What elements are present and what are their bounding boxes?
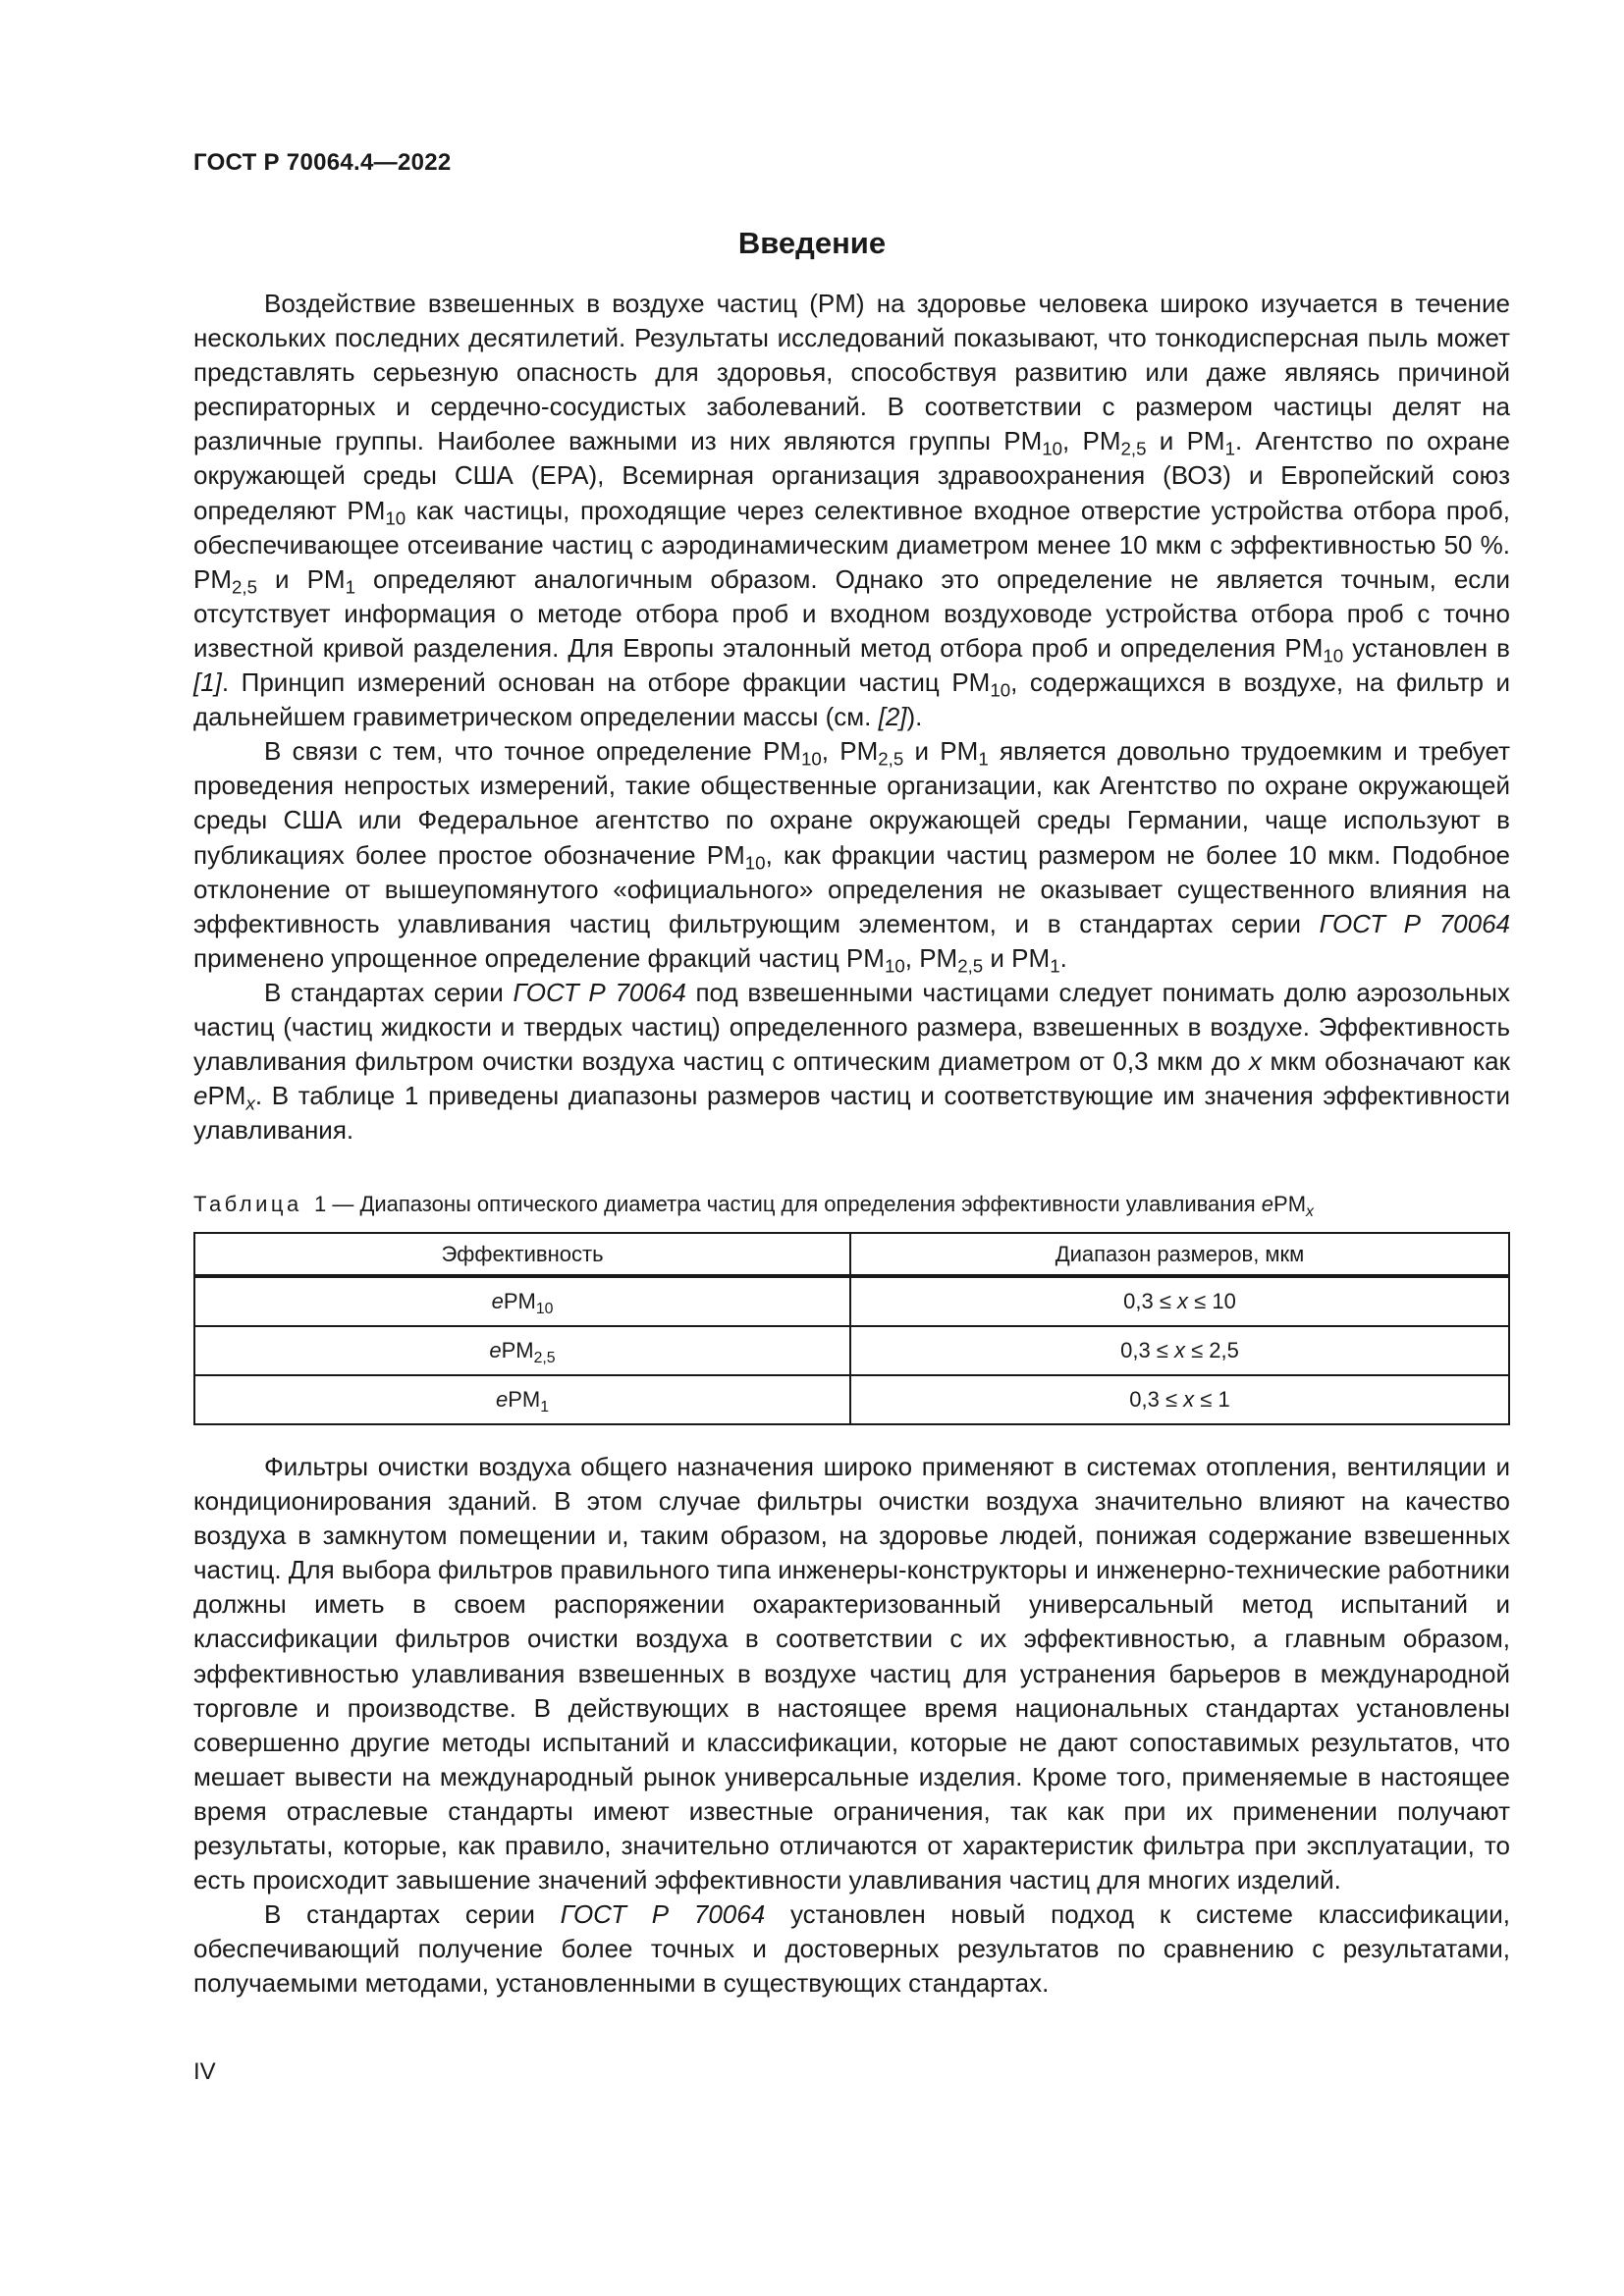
- paragraph-4: Фильтры очистки воздуха общего назначения широко применяют в системах отопления, вентиляции и кондиционирования зданий. В этом случае фильтры очистки воздуха значительно влияют на качество воздуха в замкнутом помещении и, таким образом, на здоровье людей, понижая содержание взвешенных частиц. Для выбора фильтров правильного типа инженеры-конструкторы и инженерно-технические работники должны иметь в своем распоряжении охарактеризованный универсальный метод испытаний и классификации фильтров очистки воздуха в соответствии с их эффективностью, а главным образом, эффективностью улавливания взвешенных в воздухе частиц для устранения барьеров в международной торговле и производстве. В действующих в настоящее время национальных стандартах установлены совершенно другие методы испытаний и классификации, которые не дают сопоставимых результатов, что мешает вывести на международный рынок универсальные изделия. Кроме того, применяемые в настоящее время отраслевые стандарты имеют известные ограничения, так как при их применении получают результаты, которые, как правило, значительно отличаются от характеристик фильтра при эксплуатации, то есть происходит завышение значений эффективности улавливания частиц для многих изделий.: [193, 1452, 1510, 1896]
- paragraph-1: Воздействие взвешенных в воздухе частиц (PM) на здоровье человека широко изучается в течение нескольких последних десятилетий. Результаты исследований показывают, что тонкодисперсная пыль может представлять серьезную опасность для здоровья, способствуя развитию или даже являясь причиной респираторных и сердечно-сосудистых заболеваний. В соответствии с размером частицы делят на различные группы. Наиболее важными из них являются группы $PM_{10}$, $PM_{2,5}$ и $PM_1$. Агентство по охране окружающей среды США (EPA), Всемирная организация здравоохранения (ВОЗ) и Европейский союз определяют $PM_{10}$ как частицы, проходящие через селективное входное отверстие устройства отбора проб, обеспечивающее отсеивание частиц с аэродинамическим диаметром менее 10 мкм с эффективностью 50 %. $PM_{2,5}$ и $PM_1$ определяют аналогичным образом. Однако это определение не является точным, если отсутствует информация о методе отбора проб и входном воздуховоде устройства отбора проб с точно известной кривой разделения. Для Европы эталонный метод отбора проб и определения $PM_{10}$ установлен в [1]. Принцип измерений основан на отборе фракции частиц $PM_{10}$, содержащихся в воздухе, на фильтр и дальнейшем гравиметрическом определении массы (см. [2]).: [193, 289, 1511, 732]
- after-table-section: [193, 1450, 1510, 2002]
- standard-reference: ГОСТ Р 70064: [513, 977, 686, 1007]
- table-cell: 0,3 ≤ x ≤ 2,5: [850, 1326, 1509, 1375]
- table-cell: ePM$_1$: [194, 1375, 850, 1424]
- document-code: ГОСТ Р 70064.4—2022: [193, 149, 452, 176]
- paragraph-3: В стандартах серии ГОСТ Р 70064 под взвешенными частицами следует понимать долю аэрозольных частиц (частиц жидкости и твердых частиц) определенного размера, взвешенных в воздухе. Эффективность улавливания фильтром очистки воздуха частиц с оптическим диаметром от 0,3 мкм до x мкм обозначают как ePM$_x$. В таблице 1 приведены диапазоны размеров частиц и соответствующие им значения эффективности улавливания.: [193, 977, 1510, 1146]
- column-header: Эффективность: [194, 1233, 850, 1276]
- page-title: Введение: [737, 226, 887, 260]
- column-header: Диапазон размеров, мкм: [850, 1233, 1509, 1276]
- reference-link[interactable]: [2]: [878, 702, 907, 732]
- reference-link[interactable]: [1]: [193, 667, 222, 698]
- table-row: [194, 1375, 1509, 1424]
- intro-section: [193, 287, 1510, 1148]
- standard-reference: ГОСТ Р 70064: [560, 1899, 766, 1930]
- table-row: [194, 1326, 1509, 1375]
- table-cell: ePM$_{2,5}$: [194, 1326, 850, 1375]
- paragraph-5: В стандартах серии ГОСТ Р 70064 установлен новый подход к системе классификации, обеспечивающий получение более точных и достоверных результатов по сравнению с результатами, получаемыми методами, установленными в существующих стандартах.: [193, 1899, 1510, 1999]
- standard-reference: ГОСТ Р 70064: [1319, 908, 1510, 938]
- table-header-row: [194, 1233, 1509, 1276]
- table-caption: Таблица 1 — Диапазоны оптического диаметра частиц для определения эффективности улавливания ePM$_x$: [193, 1192, 1314, 1220]
- efficiency-table: [193, 1232, 1510, 1425]
- table-cell: ePM$_{10}$: [194, 1276, 850, 1326]
- page-number: IV: [193, 2058, 216, 2085]
- table-cell: 0,3 ≤ x ≤ 1: [850, 1375, 1509, 1424]
- table-row: [194, 1276, 1509, 1326]
- table-cell: 0,3 ≤ x ≤ 10: [850, 1276, 1509, 1326]
- paragraph-2: В связи с тем, что точное определение $PM_{10}$, $PM_{2,5}$ и $PM_1$ является довольно трудоемким и требует проведения непростых измерений, такие общественные организации, как Агентство по охране окружающей среды США или Федеральное агентство по охране окружающей среды Германии, чаще используют в публикациях более простое обозначение $PM_{10}$, как фракции частиц размером не более 10 мкм. Подобное отклонение от вышеупомянутого «официального» определения не оказывает существенного влияния на эффективность улавливания частиц фильтрующим элементом, и в стандартах серии ГОСТ Р 70064 применено упрощенное определение фракций частиц $PM_{10}$, $PM_{2,5}$ и $PM_1$.: [193, 736, 1510, 977]
